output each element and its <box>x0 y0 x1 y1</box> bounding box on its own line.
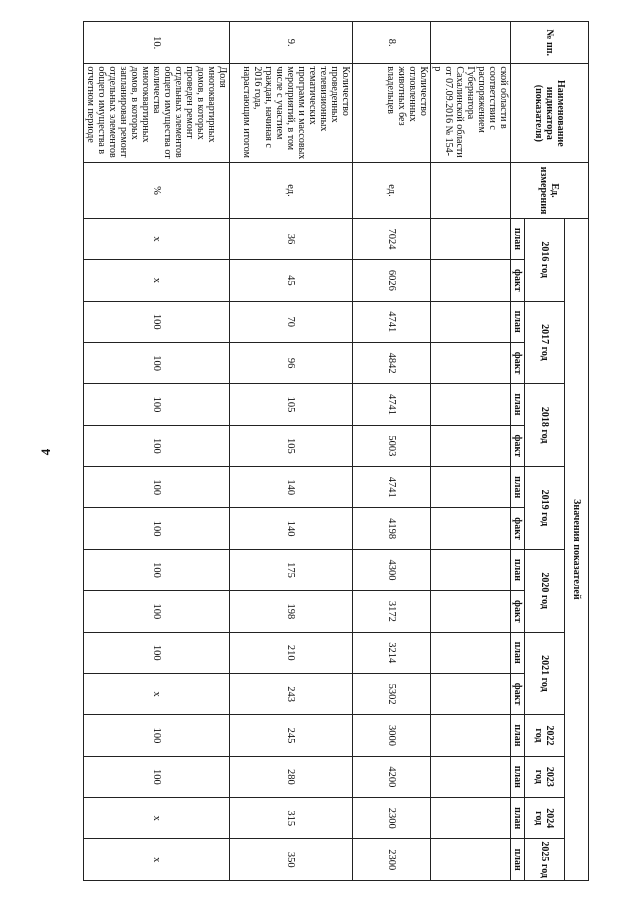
value-cell: 45 <box>230 260 353 301</box>
header-year: 2024 год <box>525 798 565 839</box>
row-number: 8. <box>353 22 431 64</box>
header-name: Наименование индикатора (показателя) <box>511 64 589 163</box>
value-cell: 100 <box>84 425 230 466</box>
indicator-table <box>83 21 589 881</box>
rotated-table-area <box>85 21 589 881</box>
value-cell: 100 <box>84 508 230 549</box>
value-cell: 100 <box>84 467 230 508</box>
row-number: 9. <box>230 22 353 64</box>
value-cell <box>431 715 511 756</box>
value-cell: 105 <box>230 384 353 425</box>
header-plan: план <box>511 756 525 797</box>
value-cell: 3214 <box>353 632 431 673</box>
value-cell <box>431 798 511 839</box>
value-cell <box>431 301 511 342</box>
value-cell: 36 <box>230 218 353 259</box>
value-cell: 100 <box>84 591 230 632</box>
header-fact: факт <box>511 508 525 549</box>
value-cell: 96 <box>230 342 353 383</box>
value-cell: 3000 <box>353 715 431 756</box>
value-cell: 198 <box>230 591 353 632</box>
header-plan: план <box>511 798 525 839</box>
value-cell: x <box>84 839 230 881</box>
header-fact: факт <box>511 260 525 301</box>
value-cell: 100 <box>84 301 230 342</box>
header-values-title: Значения показателей <box>565 218 589 880</box>
value-cell: 100 <box>84 384 230 425</box>
value-cell: x <box>84 673 230 714</box>
row-number <box>431 22 511 64</box>
page-number: 4 <box>38 448 53 456</box>
value-cell: 4198 <box>353 508 431 549</box>
value-cell: 100 <box>84 756 230 797</box>
value-cell <box>431 756 511 797</box>
value-cell: 2300 <box>353 798 431 839</box>
value-cell: 3172 <box>353 591 431 632</box>
header-year: 2020 год <box>525 549 565 632</box>
value-cell: 243 <box>230 673 353 714</box>
header-plan: план <box>511 839 525 881</box>
header-year: 2023 год <box>525 756 565 797</box>
value-cell: 100 <box>84 342 230 383</box>
value-cell: x <box>84 260 230 301</box>
value-cell: 5003 <box>353 425 431 466</box>
header-num: № пп. <box>511 22 589 64</box>
unit-cell <box>431 163 511 219</box>
value-cell: 105 <box>230 425 353 466</box>
value-cell: 210 <box>230 632 353 673</box>
value-cell: 100 <box>84 715 230 756</box>
header-year: 2022 год <box>525 715 565 756</box>
table-row <box>431 22 511 881</box>
indicator-table-wrapper <box>85 21 589 881</box>
value-cell: 4741 <box>353 467 431 508</box>
indicator-name: ской области в соответствии с распоряжением Губернатора Сахалинской области от 07.09.2016 № 154-р <box>431 64 511 163</box>
header-year: 2019 год <box>525 467 565 550</box>
value-cell: 245 <box>230 715 353 756</box>
row-number: 10. <box>84 22 230 64</box>
value-cell <box>431 549 511 590</box>
value-cell: 2300 <box>353 839 431 881</box>
header-plan: план <box>511 218 525 259</box>
header-plan: план <box>511 549 525 590</box>
indicator-name: Количество отловленных животных без владельцев <box>353 64 431 163</box>
value-cell: 4741 <box>353 301 431 342</box>
indicator-name: Количество проведенных телевизионных тематических программ и массовых мероприятий, в том числе с участием граждан, начиная с 2016 года, нарастающим итогом <box>230 64 353 163</box>
value-cell: 4200 <box>353 756 431 797</box>
header-plan: план <box>511 632 525 673</box>
value-cell: 4300 <box>353 549 431 590</box>
value-cell: 280 <box>230 756 353 797</box>
header-unit: Ед. измерения <box>511 163 589 219</box>
value-cell <box>431 342 511 383</box>
table-row <box>353 22 431 881</box>
value-cell: 70 <box>230 301 353 342</box>
value-cell <box>431 384 511 425</box>
value-cell <box>431 425 511 466</box>
value-cell: 350 <box>230 839 353 881</box>
value-cell: 7024 <box>353 218 431 259</box>
value-cell <box>431 467 511 508</box>
unit-cell: ед. <box>353 163 431 219</box>
header-plan: план <box>511 384 525 425</box>
value-cell <box>431 839 511 881</box>
table-row <box>230 22 353 881</box>
value-cell: x <box>84 798 230 839</box>
header-fact: факт <box>511 342 525 383</box>
value-cell: 6026 <box>353 260 431 301</box>
header-year: 2016 год <box>525 218 565 301</box>
value-cell <box>431 632 511 673</box>
header-year: 2018 год <box>525 384 565 467</box>
value-cell <box>431 591 511 632</box>
value-cell: x <box>84 218 230 259</box>
value-cell <box>431 673 511 714</box>
value-cell: 100 <box>84 549 230 590</box>
value-cell: 315 <box>230 798 353 839</box>
header-year: 2021 год <box>525 632 565 715</box>
header-fact: факт <box>511 591 525 632</box>
value-cell: 140 <box>230 467 353 508</box>
unit-cell: ед. <box>230 163 353 219</box>
header-fact: факт <box>511 425 525 466</box>
value-cell <box>431 218 511 259</box>
value-cell <box>431 508 511 549</box>
value-cell: 4741 <box>353 384 431 425</box>
header-plan: план <box>511 715 525 756</box>
header-year: 2017 год <box>525 301 565 384</box>
table-row <box>84 22 230 881</box>
unit-cell: % <box>84 163 230 219</box>
value-cell: 175 <box>230 549 353 590</box>
value-cell: 5302 <box>353 673 431 714</box>
header-plan: план <box>511 301 525 342</box>
value-cell <box>431 260 511 301</box>
value-cell: 100 <box>84 632 230 673</box>
header-year: 2025 год <box>525 839 565 881</box>
table-body <box>84 22 511 881</box>
value-cell: 140 <box>230 508 353 549</box>
header-fact: факт <box>511 673 525 714</box>
indicator-name: Доля многоквартирных домов, в которых проведен ремонт отдельных элементов общего имущества от количества многоквартирных домов, в которых запланирован ремонт отдельных элементов общего имущества в отчетном периоде <box>84 64 230 163</box>
value-cell: 4842 <box>353 342 431 383</box>
header-plan: план <box>511 467 525 508</box>
